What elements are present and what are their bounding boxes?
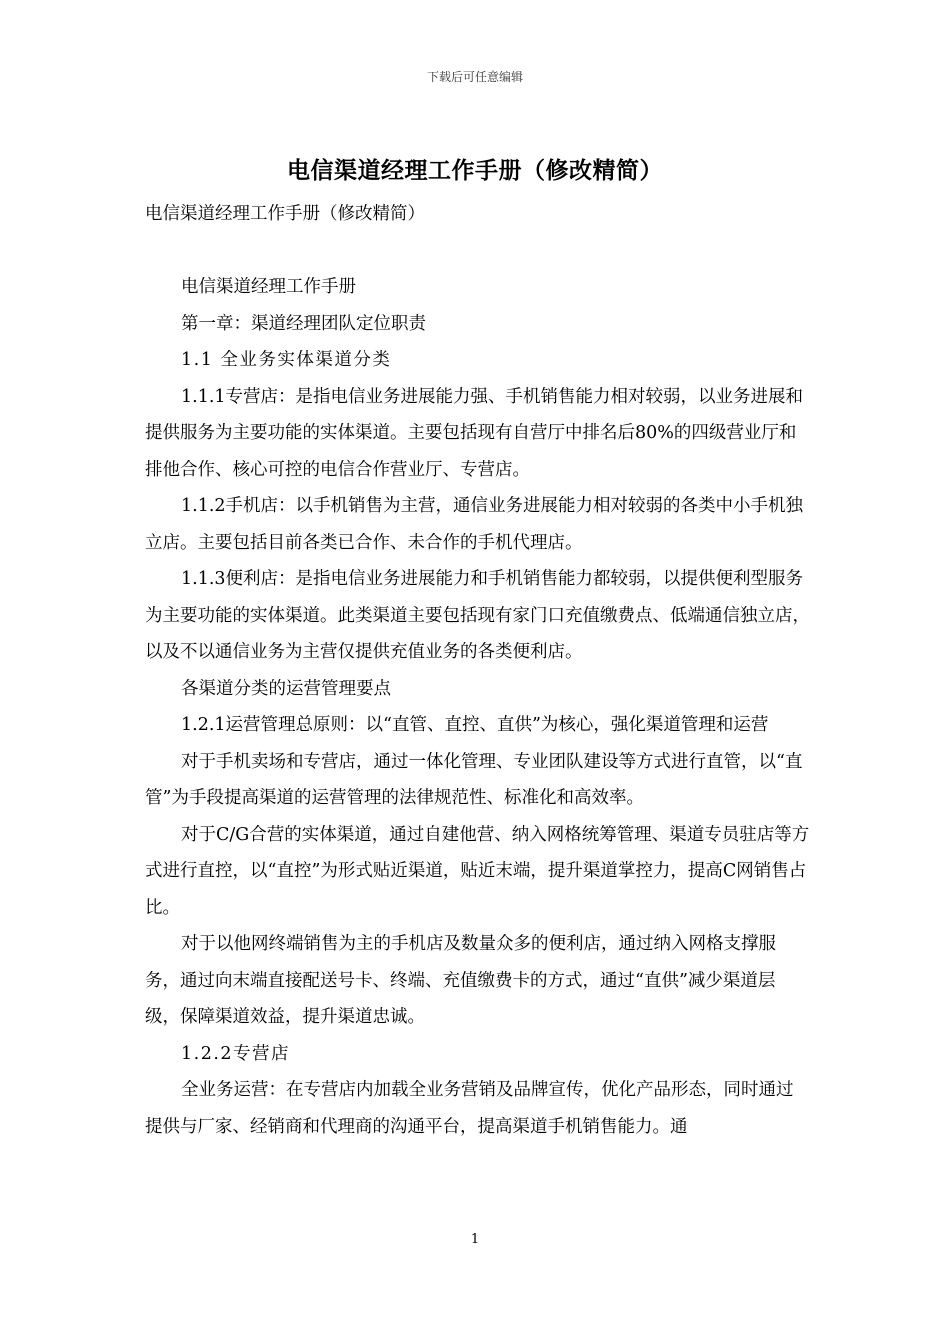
document-body bbox=[145, 196, 810, 1145]
blank-line bbox=[145, 233, 810, 270]
document-title: 电信渠道经理工作手册（修改精简） bbox=[287, 157, 663, 184]
document-subtitle: 电信渠道经理工作手册（修改精简） bbox=[145, 204, 425, 224]
manual-heading: 电信渠道经理工作手册 bbox=[181, 277, 356, 297]
subsection-heading: 1.2.2专营店 bbox=[181, 1043, 291, 1064]
paragraph-specialty-store: 1.1.1专营店：是指电信业务进展能力强、手机销售能力相对较弱，以业务进展和提供服务为主要功能的实体渠道。主要包括现有自营厅中排名后80%的四级营业厅和排他合作、核心可控的电信合作营业厅、专营店。 bbox=[145, 386, 804, 480]
chapter-heading: 第一章：渠道经理团队定位职责 bbox=[181, 313, 426, 334]
section-heading-operations: 各渠道分类的运营管理要点 bbox=[181, 678, 391, 699]
paragraph-convenience-store: 1.1.3便利店：是指电信业务进展能力和手机销售能力都较弱，以提供便利型服务为主要功能的实体渠道。此类渠道主要包括现有家门口充值缴费点、低端通信独立店，以及不以通信业务为主营仅提供充值业务的各类便利店。 bbox=[145, 569, 810, 662]
paragraph-full-service: 全业务运营：在专营店内加载全业务营销及品牌宣传，优化产品形态，同时通过提供与厂家、经销商和代理商的沟通平台，提高渠道手机销售能力。通 bbox=[145, 1080, 794, 1137]
section-heading: 1.1 全业务实体渠道分类 bbox=[181, 350, 392, 370]
paragraph-direct-management: 对于手机卖场和专营店，通过一体化管理、专业团队建设等方式进行直管，以“直管”为手段提高渠道的运营管理的法律规范性、标准化和高效率。 bbox=[145, 751, 803, 808]
paragraph-direct-control: 对于C/G合营的实体渠道，通过自建他营、纳入网格统筹管理、渠道专员驻店等方式进行直控，以“直控”为形式贴近渠道，贴近末端，提升渠道掌控力，提高C网销售占比。 bbox=[145, 824, 810, 918]
page-number: 1 bbox=[470, 1232, 480, 1247]
paragraph-general-principle: 1.2.1运营管理总原则：以“直管、直控、直供”为核心，强化渠道管理和运营 bbox=[181, 715, 769, 735]
page-header: 下载后可任意编辑 bbox=[426, 70, 523, 84]
paragraph-phone-store: 1.1.2手机店：以手机销售为主营，通信业务进展能力相对较弱的各类中小手机独立店。主要包括目前各类已合作、未合作的手机代理店。 bbox=[145, 496, 804, 553]
paragraph-direct-supply: 对于以他网终端销售为主的手机店及数量众多的便利店，通过纳入网格支撑服务，通过向末端直接配送号卡、终端、充值缴费卡的方式，通过“直供”减少渠道层级，保障渠道效益，提升渠道忠诚。 bbox=[145, 934, 776, 1027]
